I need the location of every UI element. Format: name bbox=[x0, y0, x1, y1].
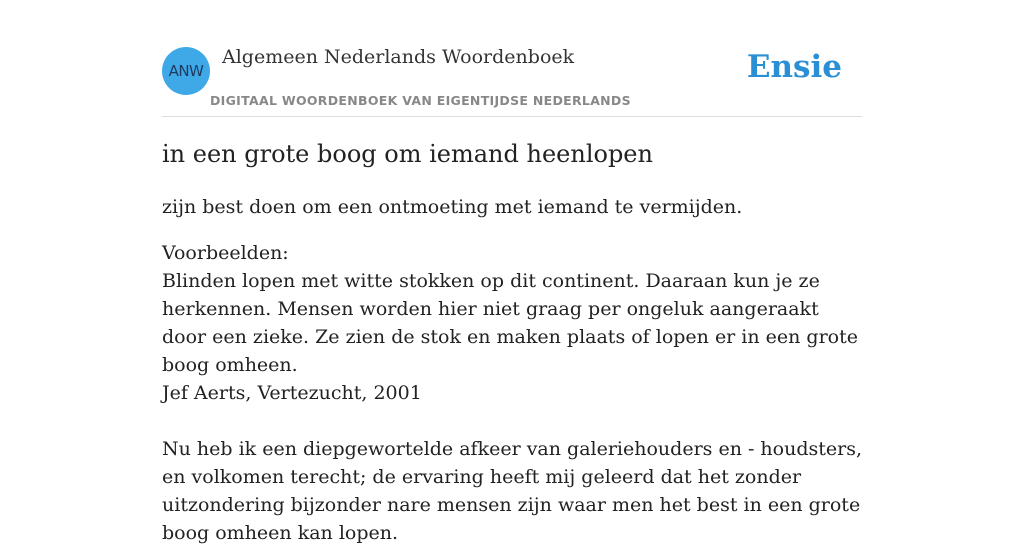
example-text: Nu heb ik een diepgewortelde afkeer van galeriehouders en - houdsters, en volkomen terecht; de ervaring heeft mij geleerd dat het zonder uitzondering bijzonder nare mensen zijn waar men het best in een grote boog omheen kan lopen. bbox=[162, 438, 863, 544]
entry-definition: zijn best doen om een ontmoeting met iemand te vermijden. bbox=[162, 196, 743, 218]
anw-logo[interactable] bbox=[162, 47, 210, 95]
example-text: Blinden lopen met witte stokken op dit continent. Daaraan kun je ze herkennen. Mensen worden hier niet graag per ongeluk aangeraakt door een zieke. Ze zien de stok en maken plaats of lopen er in een grote boog omheen. bbox=[162, 270, 858, 376]
entry-title: in een grote boog om iemand heenlopen bbox=[162, 140, 653, 168]
site-header bbox=[162, 0, 862, 117]
page-content bbox=[162, 0, 863, 544]
examples-section bbox=[162, 239, 862, 547]
logo-text: ANW bbox=[168, 62, 204, 80]
site-subtitle: DIGITAAL WOORDENBOEK VAN EIGENTIJDSE NEDERLANDS bbox=[210, 93, 631, 108]
examples-label: Voorbeelden: bbox=[162, 242, 289, 264]
site-title[interactable]: Algemeen Nederlands Woordenboek bbox=[222, 46, 575, 68]
ensie-brand-logo[interactable]: Ensie bbox=[746, 49, 842, 85]
example-source: Jef Aerts, Vertezucht, 2001 bbox=[162, 382, 422, 404]
example-spacer bbox=[162, 407, 862, 435]
